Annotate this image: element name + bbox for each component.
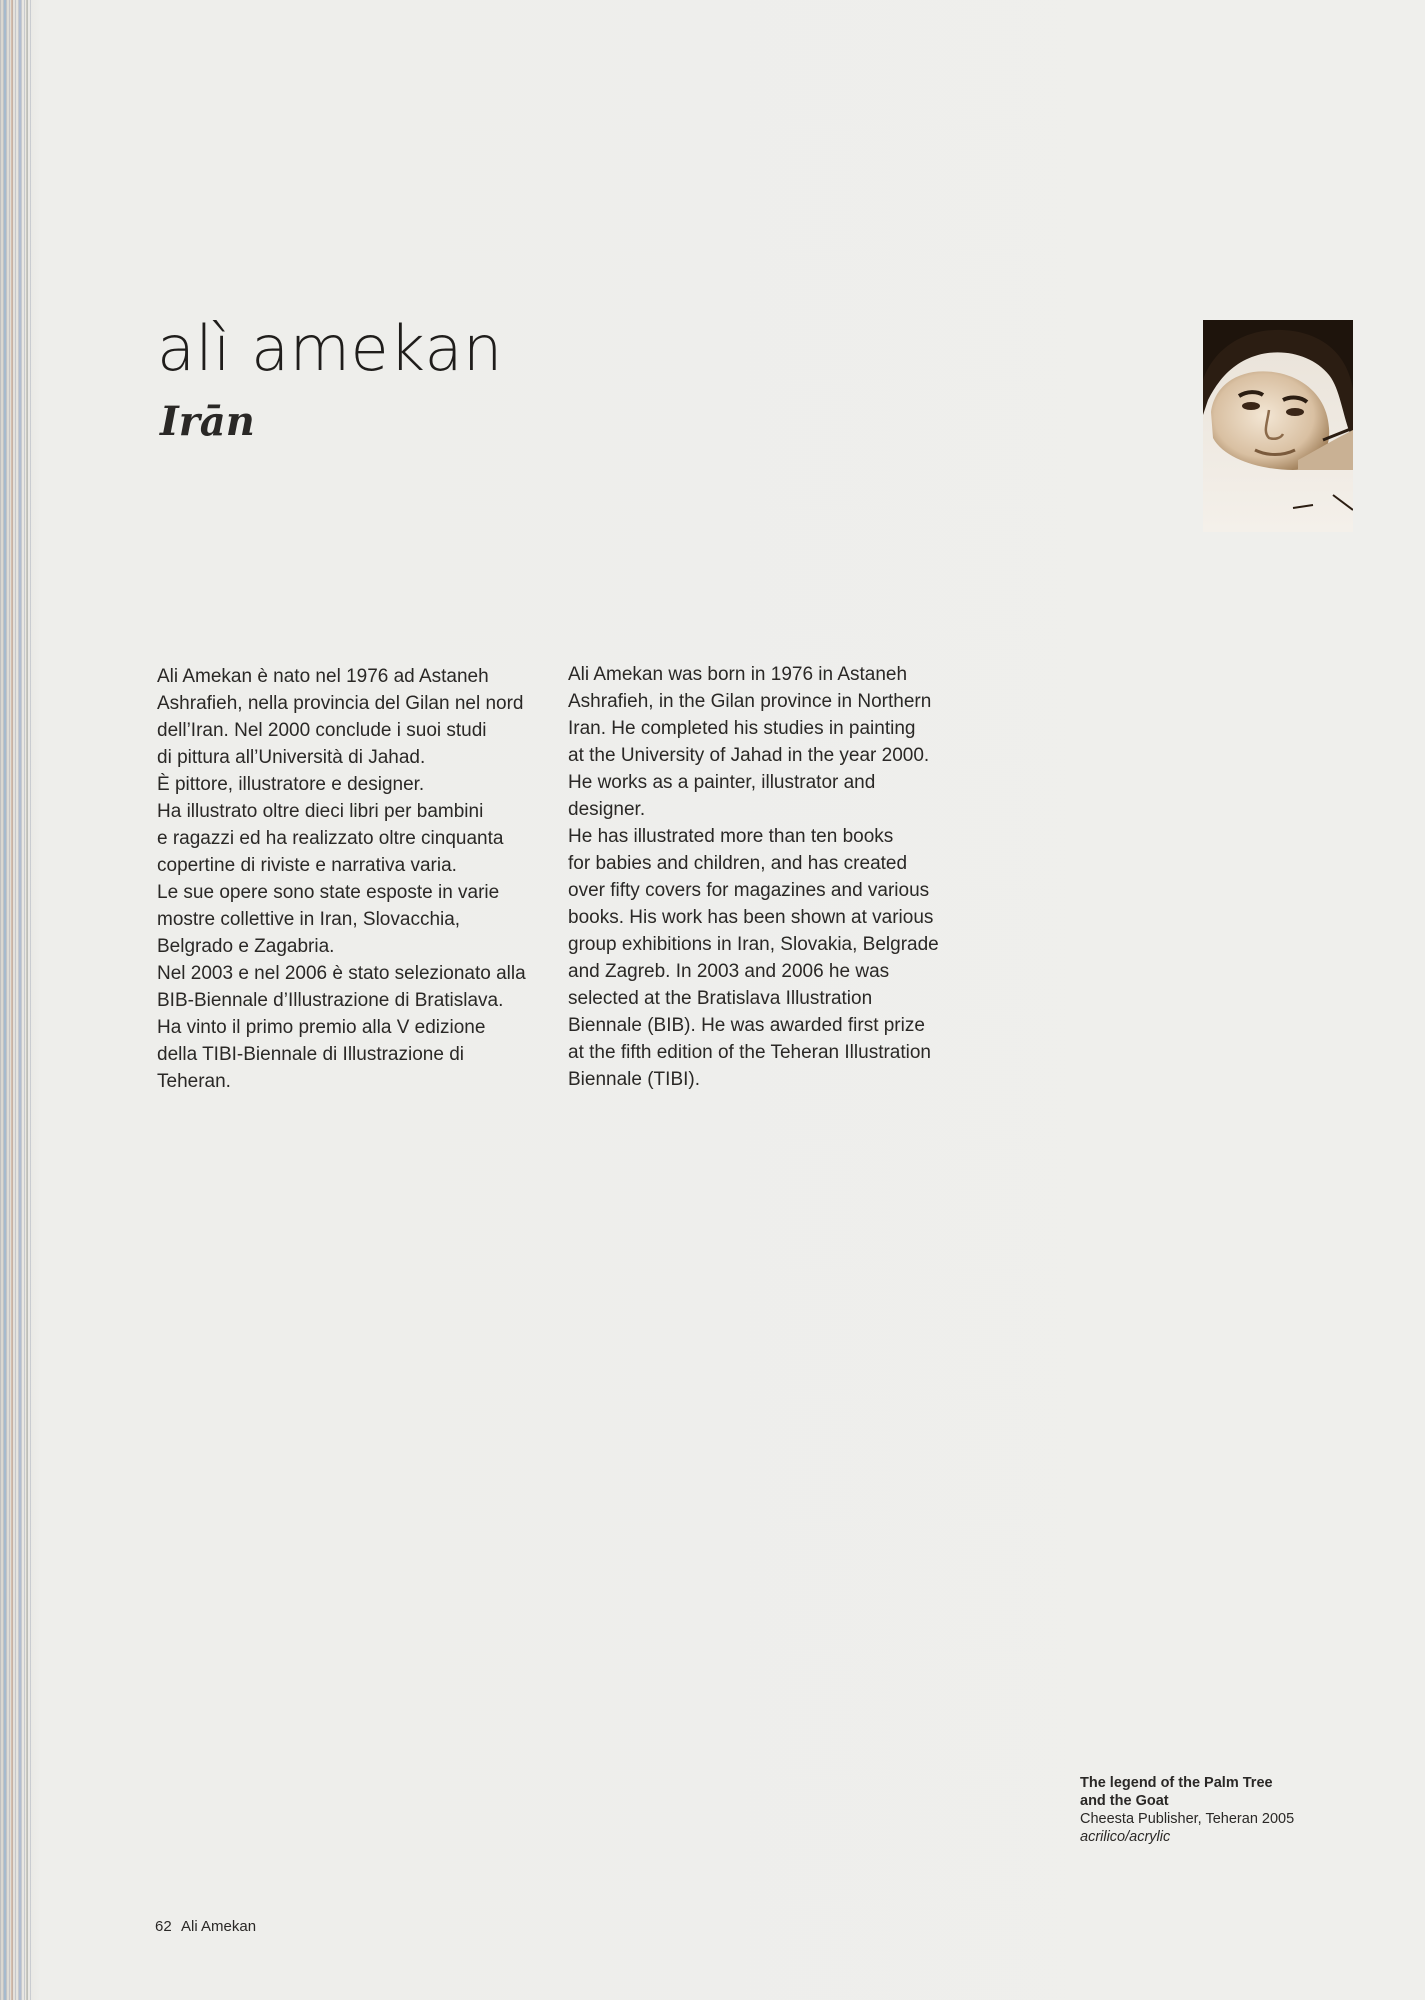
artwork-publisher: Cheesta Publisher, Teheran 2005 <box>1080 1811 1295 1827</box>
artwork-technique: acrilico/acrylic <box>1080 1829 1171 1845</box>
page-stack-edges <box>0 0 32 2000</box>
artist-country: Irān <box>160 398 255 445</box>
page-number: 62 <box>155 1918 172 1935</box>
portrait-icon <box>1203 320 1353 532</box>
artist-portrait-photo <box>1203 320 1353 532</box>
edge-stripe <box>26 0 28 2000</box>
page-footer <box>155 1918 256 1935</box>
running-title: Ali Amekan <box>181 1918 257 1935</box>
bio-italian: Ali Amekan è nato nel 1976 ad Astaneh Ashrafieh, nella provincia del Gilan nel nord dell’Iran. Nel 2000 conclude i suoi studi di pittura all’Università di Jahad. È pittore, illustratore e designer. Ha illustrato oltre dieci libri per bambini e ragazzi ed ha realizzato oltre cinquanta copertine di riviste e narrativa varia. Le sue opere sono state esposte in varie mostre collettive in Iran, Slovacchia, Belgrado e Zagabria. Nel 2003 e nel 2006 è stato selezionato alla BIB-Biennale d’Illustrazione di Bratislava. Ha vinto il primo premio alla V edizione della TIBI-Biennale di Illustrazione di Teheran. <box>157 666 526 1092</box>
edge-stripe <box>19 0 21 2000</box>
artist-name-title: alì amekan <box>157 312 503 385</box>
edge-stripe <box>4 0 6 2000</box>
bio-english: Ali Amekan was born in 1976 in Astaneh Ashrafieh, in the Gilan province in Northern Iran. He completed his studies in painting at the University of Jahad in the year 2000. He works as a painter, illustrator and designer. He has illustrated more than ten books for babies and children, and has created over fifty covers for magazines and various books. His work has been shown at various group exhibitions in Iran, Slovakia, Belgrade and Zagreb. In 2003 and 2006 he was selected at the Bratislava Illustration Biennale (BIB). He was awarded first prize at the fifth edition of the Teheran Illustration Biennale (TIBI). <box>568 664 939 1090</box>
artwork-caption <box>1080 1774 1320 1846</box>
edge-stripe <box>11 0 13 2000</box>
artwork-title: The legend of the Palm Tree and the Goat <box>1080 1775 1273 1809</box>
